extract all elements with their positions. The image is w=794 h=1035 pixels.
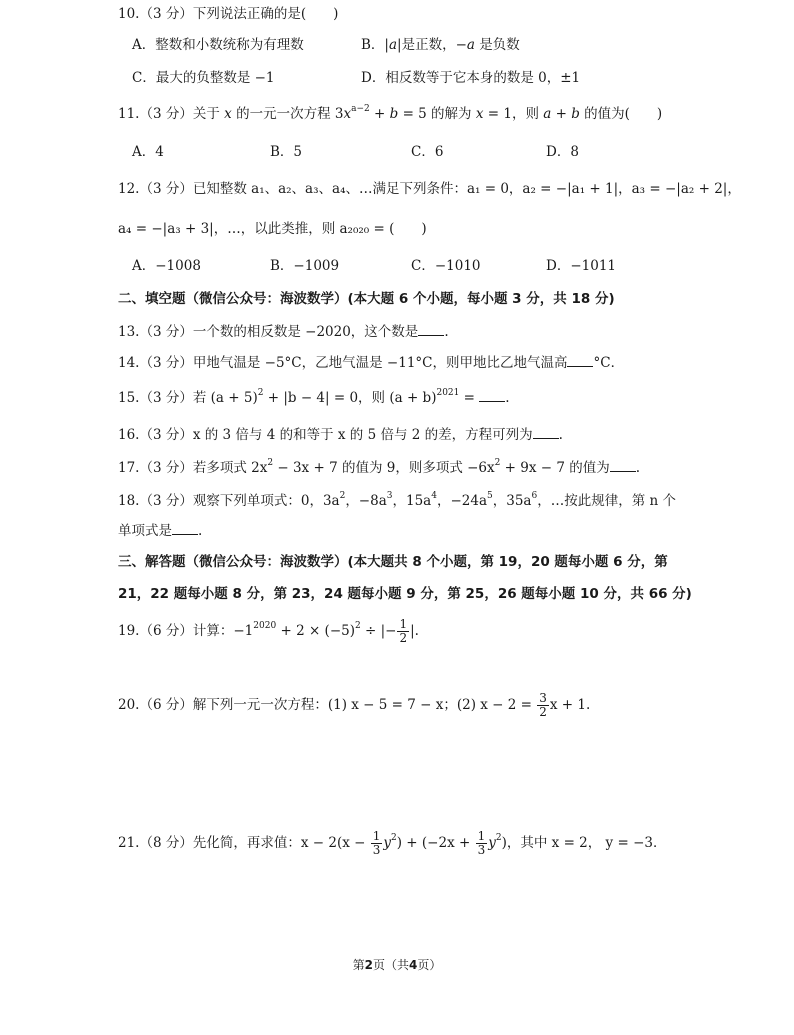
q12-line2: a₄ = −|a₃ + 3|，…，以此类推，则 a₂₀₂₀ = ( ) (118, 221, 427, 237)
answer-blank (418, 323, 444, 336)
answer-blank (610, 459, 636, 472)
answer-blank (533, 426, 559, 439)
q11-option-b: B．5 (270, 144, 303, 160)
page-footer: 第2页（共4页） (352, 958, 442, 972)
q12-option-c: C．−1010 (411, 258, 481, 274)
q14-stem: 14.（3 分）甲地气温是 −5°C，乙地气温是 −11°C，则甲地比乙地气温高 °C． (118, 355, 625, 371)
q18-line1: 18.（3 分）观察下列单项式：0，$3a^2$，$-8a^3$，$15a^4$，$-24a^5$，$35a^6$，…按此规律，第 n 个 (118, 491, 676, 509)
fraction: $\frac{1}{3}$ (477, 829, 486, 857)
q10-option-c: C．最大的负整数是 −1 (132, 70, 275, 86)
q10-option-d: D．相反数等于它本身的数是 0，±1 (361, 70, 581, 86)
q16-stem: 16.（3 分）x 的 3 倍与 4 的和等于 x 的 5 倍与 2 的差，方程可列为 . (118, 427, 563, 443)
answer-blank (479, 389, 505, 402)
q12-line1: 12.（3 分）已知整数 a₁、a₂、a₃、a₄、…满足下列条件：a₁ = 0，a₂ = −|a₁ + 1|，a₃ = −|a₂ + 2|， (118, 181, 741, 197)
q11-option-d: D．8 (546, 144, 579, 160)
q21-stem: 21.（8 分）先化简，再求值：x − 2(x − $\frac{1}{3}$ $y^2) + (-2x$ + $\frac{1}{3}$ $y^2$)，其中 x = 2， y = −3． (118, 829, 667, 857)
fraction: $\frac{3}{2}$ (539, 691, 547, 719)
solve-section-heading-line2: 21，22 题每小题 8 分，第 23，24 题每小题 9 分，第 25，26 题每小题 10 分，共 66 分) (118, 586, 692, 602)
answer-blank (172, 522, 198, 535)
q20-stem: 20.（6 分）解下列一元一次方程：(1) x − 5 = 7 − x；(2) x − 2 = $\frac{3}{2}$ x + 1. (118, 691, 591, 719)
q10-option-b: B．|a|是正数，−a 是负数 (361, 37, 520, 53)
fraction: $\frac{1}{2}$ (399, 617, 408, 645)
q11-option-c: C．6 (411, 144, 444, 160)
q19-stem: 19.（6 分）计算：$-1^{2020} + 2 \times (-5)^2$ ÷ |− $\frac{1}{2}$ |. (118, 617, 419, 645)
q11-stem: 11.（3 分）关于 x 的一元一次方程 $3x^{a-2} + b = 5$ 的解为 x = 1，则 a + b 的值为( ) (118, 104, 663, 122)
q10-option-a: A．整数和小数统称为有理数 (132, 37, 304, 53)
fraction: $\frac{1}{3}$ (372, 829, 381, 857)
q15-stem: 15.（3 分）若 $(a + 5)^2 + |b - 4| = 0$，则 $(a + b)^{2021}$ = . (118, 388, 510, 406)
q12-option-a: A．−1008 (132, 258, 201, 274)
q10-stem: 10.（3 分）下列说法正确的是( ) (118, 6, 339, 22)
q12-option-b: B．−1009 (270, 258, 340, 274)
q18-line2: 单项式是 . (118, 523, 203, 539)
q12-option-d: D．−1011 (546, 258, 616, 274)
q17-stem: 17.（3 分）若多项式 $2x^2 - 3x + 7$ 的值为 9，则多项式 $-6x^2 + 9x - 7$ 的值为 . (118, 458, 641, 476)
fill-in-section-heading: 二、填空题（微信公众号：海波数学）(本大题 6 个小题，每小题 3 分，共 18 分) (118, 291, 615, 307)
answer-blank (567, 354, 593, 367)
solve-section-heading-line1: 三、解答题（微信公众号：海波数学）(本大题共 8 个小题，第 19，20 题每小题 6 分，第 (118, 554, 668, 570)
q11-option-a: A．4 (132, 144, 164, 160)
q13-stem: 13.（3 分）一个数的相反数是 −2020，这个数是 . (118, 324, 449, 340)
